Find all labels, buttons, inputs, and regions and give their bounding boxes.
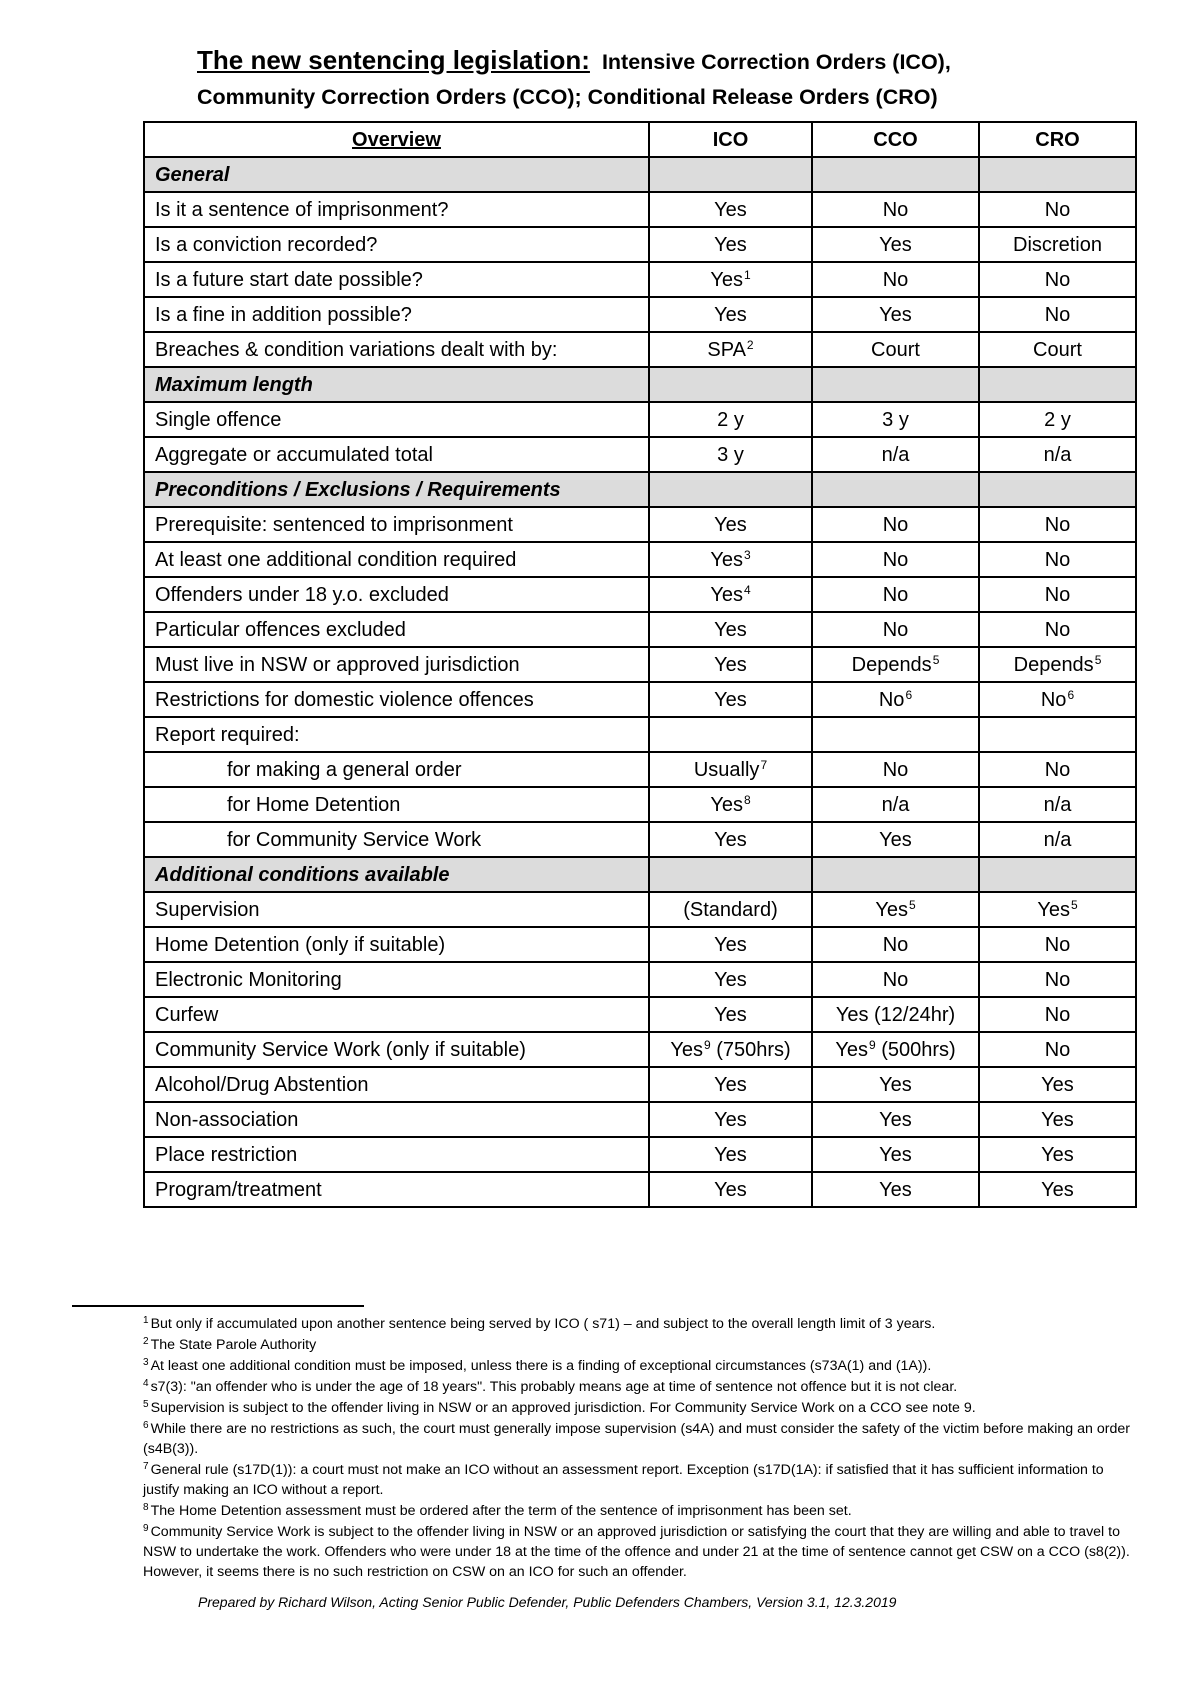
ico-cell: Usually$^7$ (649, 752, 812, 787)
footnote-number: 4 (143, 1378, 149, 1389)
footnote-number: 8 (143, 1502, 149, 1513)
row-label: Is a fine in addition possible? (144, 297, 649, 332)
section-empty-cell (979, 367, 1136, 402)
section-empty-cell (649, 157, 812, 192)
table-row (144, 787, 1136, 822)
section-row (144, 367, 1136, 402)
header-cro: CRO (979, 122, 1136, 157)
table-row (144, 647, 1136, 682)
table-row (144, 1102, 1136, 1137)
cco-cell: Court (812, 332, 979, 367)
footnote (143, 1460, 1133, 1500)
footnote-ref: 6 (1067, 687, 1075, 702)
row-label: Single offence (144, 402, 649, 437)
row-label: Curfew (144, 997, 649, 1032)
section-heading: Maximum length (144, 367, 649, 402)
cco-cell (812, 717, 979, 752)
prepared-by: Prepared by Richard Wilson, Acting Senior Public Defender, Public Defenders Chambers, Version 3.1, 12.3.2019 (198, 1594, 897, 1610)
row-label: Community Service Work (only if suitable) (144, 1032, 649, 1067)
row-label: for Home Detention (144, 787, 649, 822)
table-header-row (144, 122, 1136, 157)
table-row (144, 297, 1136, 332)
footnote-ref: 9 (868, 1037, 876, 1052)
ico-cell: Yes (649, 297, 812, 332)
section-heading: Preconditions / Exclusions / Requirements (144, 472, 649, 507)
cro-cell: No (979, 1032, 1136, 1067)
footnote-ref: 3 (743, 547, 751, 562)
footnote-ref: 6 (905, 687, 913, 702)
section-empty-cell (812, 472, 979, 507)
cro-cell: No (979, 262, 1136, 297)
section-empty-cell (812, 367, 979, 402)
section-empty-cell (649, 857, 812, 892)
footnote-number: 2 (143, 1336, 149, 1347)
footnote-number: 6 (143, 1420, 149, 1431)
table-row (144, 717, 1136, 752)
cro-cell: No (979, 297, 1136, 332)
row-label: Electronic Monitoring (144, 962, 649, 997)
cco-cell: Yes (812, 1172, 979, 1207)
footnote-number: 3 (143, 1357, 149, 1368)
row-label: Place restriction (144, 1137, 649, 1172)
cro-cell: Yes (979, 1102, 1136, 1137)
footnote (143, 1377, 1133, 1397)
table-row (144, 192, 1136, 227)
section-empty-cell (649, 472, 812, 507)
section-empty-cell (979, 472, 1136, 507)
cro-cell (979, 717, 1136, 752)
header-overview: Overview (144, 122, 649, 157)
footnote-text: General rule (s17D(1)): a court must not make an ICO without an assessment report. Exception (s17D(1A): if satisfied that it has sufficient information to justify making an ICO without a report. (143, 1462, 1104, 1498)
table-row (144, 542, 1136, 577)
table-row (144, 962, 1136, 997)
footnote (143, 1501, 1133, 1521)
ico-cell: Yes (649, 227, 812, 262)
cro-cell: No (979, 752, 1136, 787)
cco-cell: No$^6$ (812, 682, 979, 717)
cco-cell: Yes (12/24hr) (812, 997, 979, 1032)
ico-cell: Yes (649, 1172, 812, 1207)
ico-cell: 3 y (649, 437, 812, 472)
title-main: The new sentencing legislation: (197, 45, 590, 75)
ico-cell: Yes (649, 1102, 812, 1137)
ico-cell (649, 717, 812, 752)
table-row (144, 262, 1136, 297)
ico-cell: 2 y (649, 402, 812, 437)
cro-cell: No (979, 612, 1136, 647)
footnote-number: 9 (143, 1523, 149, 1534)
row-label: Breaches & condition variations dealt with by: (144, 332, 649, 367)
section-empty-cell (812, 157, 979, 192)
row-label: Restrictions for domestic violence offences (144, 682, 649, 717)
ico-cell: Yes (649, 192, 812, 227)
table-row (144, 1137, 1136, 1172)
table-row (144, 1032, 1136, 1067)
table-row (144, 227, 1136, 262)
footnote (143, 1335, 1133, 1355)
cro-cell: Yes$^5$ (979, 892, 1136, 927)
cro-cell: No (979, 542, 1136, 577)
table-row (144, 997, 1136, 1032)
cro-cell: 2 y (979, 402, 1136, 437)
ico-cell: SPA$^2$ (649, 332, 812, 367)
cco-cell: No (812, 577, 979, 612)
cco-cell: n/a (812, 787, 979, 822)
cro-cell: No (979, 192, 1136, 227)
cco-cell: No (812, 262, 979, 297)
table-row (144, 402, 1136, 437)
cco-cell: Yes (812, 227, 979, 262)
footnote-text: At least one additional condition must be imposed, unless there is a finding of exceptional circumstances (s73A(1) and (1A)). (150, 1358, 932, 1374)
header-cco: CCO (812, 122, 979, 157)
cco-cell: No (812, 507, 979, 542)
table-row (144, 927, 1136, 962)
cro-cell: No (979, 577, 1136, 612)
row-label: Is it a sentence of imprisonment? (144, 192, 649, 227)
row-label: Prerequisite: sentenced to imprisonment (144, 507, 649, 542)
cco-cell: No (812, 752, 979, 787)
cco-cell: No (812, 192, 979, 227)
row-label: for Community Service Work (144, 822, 649, 857)
ico-cell: Yes$^3$ (649, 542, 812, 577)
ico-cell: Yes$^9$ (750hrs) (649, 1032, 812, 1067)
ico-cell: Yes (649, 647, 812, 682)
cco-cell: Yes (812, 1137, 979, 1172)
comparison-table-body (144, 122, 1136, 1207)
cco-cell: Yes$^9$ (500hrs) (812, 1032, 979, 1067)
cco-cell: No (812, 542, 979, 577)
table-row (144, 332, 1136, 367)
row-label: Home Detention (only if suitable) (144, 927, 649, 962)
row-label: Particular offences excluded (144, 612, 649, 647)
footnote-ref: 4 (743, 582, 751, 597)
cro-cell: No (979, 507, 1136, 542)
section-row (144, 857, 1136, 892)
title-rest: Intensive Correction Orders (ICO), (601, 50, 951, 74)
row-label: Must live in NSW or approved jurisdiction (144, 647, 649, 682)
cco-cell: Yes (812, 297, 979, 332)
footnote-ref: 2 (746, 337, 754, 352)
table-row (144, 822, 1136, 857)
cro-cell: n/a (979, 787, 1136, 822)
footnote-ref: 5 (1070, 897, 1078, 912)
section-empty-cell (649, 367, 812, 402)
footnote-ref: 5 (908, 897, 916, 912)
row-label: Alcohol/Drug Abstention (144, 1067, 649, 1102)
cro-cell: Yes (979, 1067, 1136, 1102)
cro-cell: No (979, 997, 1136, 1032)
ico-cell: Yes (649, 1067, 812, 1102)
cco-cell: Yes (812, 1067, 979, 1102)
row-label: Non-association (144, 1102, 649, 1137)
row-label: Is a conviction recorded? (144, 227, 649, 262)
row-label: Report required: (144, 717, 649, 752)
cco-cell: No (812, 927, 979, 962)
footnote (143, 1398, 1133, 1418)
row-label: At least one additional condition required (144, 542, 649, 577)
row-label: Supervision (144, 892, 649, 927)
cco-cell: Yes (812, 822, 979, 857)
cro-cell: Yes (979, 1172, 1136, 1207)
cro-cell: Discretion (979, 227, 1136, 262)
row-label: Aggregate or accumulated total (144, 437, 649, 472)
ico-cell: Yes (649, 612, 812, 647)
ico-cell: Yes (649, 927, 812, 962)
ico-cell: Yes$^1$ (649, 262, 812, 297)
footnotes (143, 1314, 1133, 1583)
footnote-text: But only if accumulated upon another sentence being served by ICO ( s71) – and subject to the overall length limit of 3 years. (150, 1316, 936, 1332)
table-row (144, 507, 1136, 542)
section-empty-cell (979, 157, 1136, 192)
footnote-text: Supervision is subject to the offender living in NSW or an approved jurisdiction. For Community Service Work on a CCO see note 9. (150, 1400, 976, 1416)
table-row (144, 682, 1136, 717)
row-label: for making a general order (144, 752, 649, 787)
section-empty-cell (979, 857, 1136, 892)
ico-cell: Yes$^8$ (649, 787, 812, 822)
section-row (144, 157, 1136, 192)
ico-cell: Yes (649, 507, 812, 542)
table-row (144, 612, 1136, 647)
footnote-text: The State Parole Authority (150, 1337, 317, 1353)
table-row (144, 1067, 1136, 1102)
footnote (143, 1419, 1133, 1459)
footnote-ref: 8 (743, 792, 751, 807)
footnote (143, 1314, 1133, 1334)
cro-cell: Yes (979, 1137, 1136, 1172)
footnote-ref: 5 (932, 652, 940, 667)
footnote-ref: 1 (743, 267, 751, 282)
cro-cell: No$^6$ (979, 682, 1136, 717)
section-row (144, 472, 1136, 507)
row-label: Is a future start date possible? (144, 262, 649, 297)
row-label: Program/treatment (144, 1172, 649, 1207)
footnote-text: s7(3): "an offender who is under the age of 18 years". This probably means age at time of sentence not offence but it is not clear. (150, 1379, 958, 1395)
footnote-number: 7 (143, 1461, 149, 1472)
footnote-number: 5 (143, 1399, 149, 1410)
table-row (144, 577, 1136, 612)
footnote-ref: 7 (760, 757, 768, 772)
cro-cell: No (979, 927, 1136, 962)
footnote (143, 1522, 1133, 1582)
table-row (144, 752, 1136, 787)
cro-cell: n/a (979, 822, 1136, 857)
footnote-ref: 5 (1094, 652, 1102, 667)
cco-cell: Yes$^5$ (812, 892, 979, 927)
cro-cell: n/a (979, 437, 1136, 472)
cco-cell: 3 y (812, 402, 979, 437)
ico-cell: Yes (649, 997, 812, 1032)
section-heading: General (144, 157, 649, 192)
cco-cell: No (812, 612, 979, 647)
cro-cell: Court (979, 332, 1136, 367)
ico-cell: Yes (649, 962, 812, 997)
cro-cell: Depends$^5$ (979, 647, 1136, 682)
cro-cell: No (979, 962, 1136, 997)
ico-cell: Yes (649, 1137, 812, 1172)
comparison-table (143, 121, 1137, 1208)
cco-cell: No (812, 962, 979, 997)
footnote-text: The Home Detention assessment must be ordered after the term of the sentence of imprisonment has been set. (150, 1503, 852, 1519)
footnote-text: Community Service Work is subject to the offender living in NSW or an approved jurisdiction or satisfying the court that they are willing and able to travel to NSW to undertake the work. Offenders who were under 18 at the time of the offence and under 21 at the time of sentence cannot get CSW on a CCO (s8(2)). However, it seems there is no such restriction on CSW on an ICO for such an offender. (143, 1524, 1130, 1580)
footnote-text: While there are no restrictions as such, the court must generally impose supervision (s4A) and must consider the safety of the victim before making an order (s4B(3)). (143, 1421, 1130, 1457)
footnote-number: 1 (143, 1315, 149, 1326)
ico-cell: Yes (649, 822, 812, 857)
table-row (144, 1172, 1136, 1207)
title-line2: Community Correction Orders (CCO); Conditional Release Orders (CRO) (197, 85, 938, 109)
ico-cell: Yes (649, 682, 812, 717)
table-row (144, 892, 1136, 927)
cco-cell: Depends$^5$ (812, 647, 979, 682)
footnote (143, 1356, 1133, 1376)
footnote-ref: 9 (703, 1037, 711, 1052)
ico-cell: Yes$^4$ (649, 577, 812, 612)
table-row (144, 437, 1136, 472)
cco-cell: Yes (812, 1102, 979, 1137)
row-label: Offenders under 18 y.o. excluded (144, 577, 649, 612)
document-title (197, 44, 1097, 115)
cco-cell: n/a (812, 437, 979, 472)
section-empty-cell (812, 857, 979, 892)
footnote-separator (72, 1305, 364, 1307)
section-heading: Additional conditions available (144, 857, 649, 892)
ico-cell: (Standard) (649, 892, 812, 927)
header-ico: ICO (649, 122, 812, 157)
